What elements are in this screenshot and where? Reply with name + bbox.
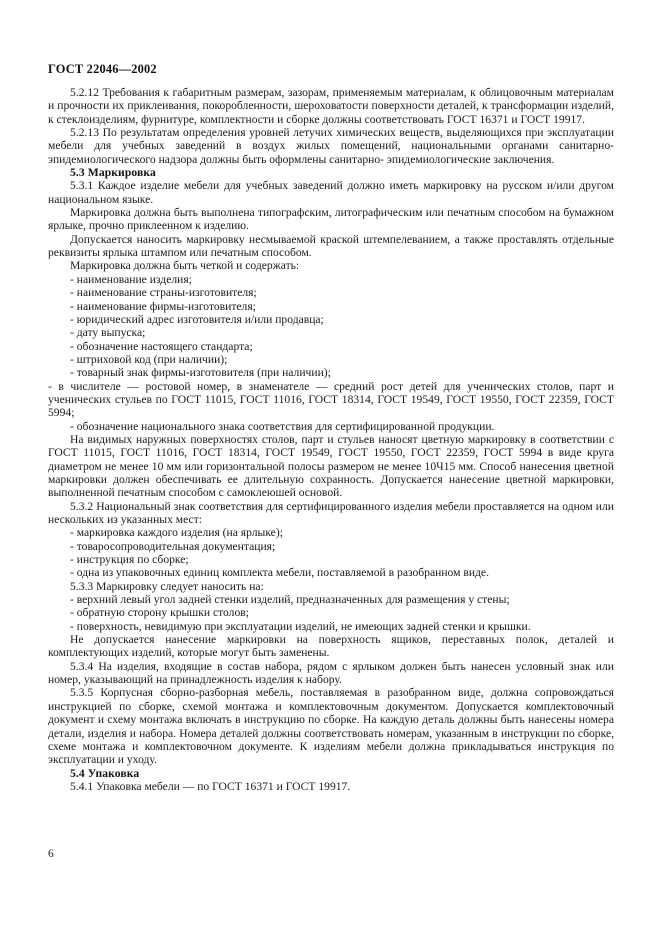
- list-item: - обозначение настоящего стандарта;: [70, 339, 253, 353]
- body-paragraph: Допускается наносить маркировку несмываемой краской штемпелеванием, а также проставлять отдельные реквизиты ярлыка штампом или печатным способом.: [48, 232, 614, 260]
- body-paragraph: Маркировка должна быть выполнена типографским, литографическим или печатным способом на бумажном ярлыке, прочно приклеенном к изделию.: [48, 206, 614, 233]
- list-item: - наименование изделия;: [70, 272, 192, 286]
- list-item: - дату выпуска;: [70, 326, 146, 340]
- body-paragraph: 5.4.1 Упаковка мебели — по ГОСТ 16371 и ГОСТ 19917.: [70, 779, 351, 793]
- body-paragraph: Маркировка должна быть четкой и содержать:: [70, 259, 300, 273]
- section-heading: 5.4 Упаковка: [70, 766, 140, 780]
- list-item: - маркировка каждого изделия (на ярлыке);: [70, 526, 283, 540]
- list-item: - верхний левый угол задней стенки изделий, предназначенных для размещения у стены;: [70, 593, 510, 607]
- list-item: - обозначение национального знака соответствия для сертифицированной продукции.: [70, 419, 495, 433]
- section-heading: 5.3 Маркировка: [70, 166, 156, 180]
- body-paragraph: 5.3.1 Каждое изделие мебели для учебных заведений должно иметь маркировку на русском и/или другом национальном языке.: [48, 179, 614, 206]
- body-paragraph: 5.2.13 По результатам определения уровней летучих химических веществ, выделяющихся при эксплуатации мебели для учебных заведений в воздух жилых помещений, национальными органами санитарно-эпидемиологического надзора должны быть оформлены санитарно- эпидемиологические заключения.: [48, 126, 614, 166]
- list-item: - штриховой код (при наличии);: [70, 352, 228, 366]
- list-item: - инструкция по сборке;: [70, 553, 189, 567]
- running-head: ГОСТ 22046—2002: [48, 62, 157, 76]
- page-body: [48, 86, 614, 793]
- list-item: - обратную сторону крышки столов;: [70, 606, 249, 620]
- list-item: - наименование фирмы-изготовителя;: [70, 299, 256, 313]
- list-item: - поверхность, невидимую при эксплуатации изделий, не имеющих задней стенки и крышки.: [70, 619, 531, 633]
- list-item: - товаросопроводительная документация;: [70, 539, 276, 553]
- body-paragraph: 5.2.12 Требования к габаритным размерам, зазорам, применяемым материалам, к облицовочным материалам и прочности их приклеивания, покоробленности, шероховатости поверхности деталей, к трансформации изделий, к стеклоизделиям, фурнитуре, комплектности и сборке должны соответствовать ГОСТ 16371 и ГОСТ 19917.: [48, 86, 614, 126]
- body-paragraph: 5.3.5 Корпусная сборно-разборная мебель, поставляемая в разобранном виде, должна сопровождаться инструкцией по сборке, схемой монтажа и комплектовочным документом. Допускается комплектовочный документ и схему монтажа включать в инструкцию по сборке. На каждую деталь должны быть нанесены номера детали, изделия и набора. Номера деталей должны соответствовать номерам, указанным в инструкции по сборке, схеме монтажа и комплектовочном документе. К изделиям мебели должна прикладываться инструкция по эксплуатации и уходу.: [48, 686, 614, 767]
- list-item: - наименование страны-изготовителя;: [70, 286, 257, 300]
- list-item: - юридический адрес изготовителя и/или продавца;: [70, 312, 324, 326]
- list-item: - одна из упаковочных единиц комплекта мебели, поставляемой в разобранном виде.: [70, 566, 489, 580]
- body-paragraph: На видимых наружных поверхностях столов, парт и стульев наносят цветную маркировку в соответствии с ГОСТ 11015, ГОСТ 11016, ГОСТ 18314, ГОСТ 19549, ГОСТ 19550, ГОСТ 22359, ГОСТ 5994 в виде круга диаметром не менее 10 мм или горизонтальной полосы размером не менее 10Ч15 мм. Способ нанесения цветной маркировки должен обеспечивать ее длительную сохранность. Допускается нанесение цветной маркировки, выполненной печатным способом с самоклеюшей основой.: [48, 432, 614, 500]
- list-item: - товарный знак фирмы-изготовителя (при наличии);: [70, 366, 331, 380]
- body-paragraph: 5.3.4 На изделия, входящие в состав набора, рядом с ярлыком должен быть нанесен условный знак или номер, указывающий на принадлежность изделия к набору.: [48, 659, 614, 687]
- list-item: - в числителе — ростовой номер, в знаменателе — средний рост детей для ученических столов, парт и ученических стульев по ГОСТ 11015, ГОСТ 11016, ГОСТ 18314, ГОСТ 19549, ГОСТ 19550, ГОСТ 22359, ГОСТ 5994;: [48, 379, 614, 420]
- body-paragraph: 5.3.2 Национальный знак соответствия для сертифицированного изделия мебели проставляется на одном или нескольких из указанных мест:: [48, 499, 614, 526]
- page-number: 6: [48, 848, 54, 860]
- body-paragraph: 5.3.3 Маркировку следует наносить на:: [70, 579, 264, 593]
- body-paragraph: Не допускается нанесение маркировки на поверхность ящиков, переставных полок, деталей и комплектующих изделий, которые могут быть заменены.: [48, 633, 614, 660]
